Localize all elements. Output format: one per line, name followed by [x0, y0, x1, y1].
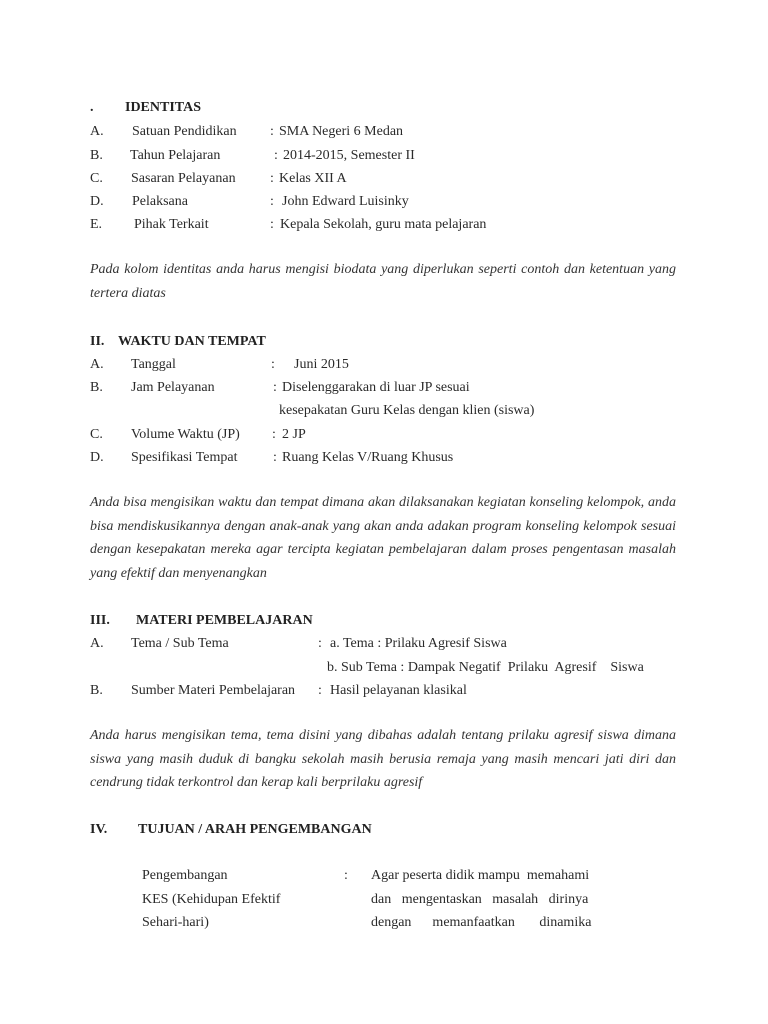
- row-label: KES (Kehidupan Efektif: [142, 892, 281, 907]
- row-colon: :: [272, 427, 276, 442]
- section1-title: IDENTITAS: [125, 100, 201, 115]
- row-colon: :: [318, 636, 322, 651]
- row-colon: :: [273, 380, 277, 395]
- row-label: Spesifikasi Tempat: [131, 450, 238, 465]
- row-letter: B.: [90, 380, 103, 395]
- row-label: Tanggal: [131, 357, 176, 372]
- section3-title: MATERI PEMBELAJARAN: [136, 613, 313, 628]
- row-value: Diselenggarakan di luar JP sesuai: [282, 380, 470, 395]
- row-label: Tahun Pelajaran: [130, 148, 221, 163]
- section3-note: Anda harus mengisikan tema, tema disini yang dibahas adalah tentang prilaku agresif siswa dimana siswa yang masih duduk di bangku sekolah masih berusia remaja yang masih mencari jati diri dan cendrung tidak terkontrol dan kerap kali berprilaku agresif: [90, 728, 676, 790]
- row-colon: :: [344, 868, 348, 883]
- row-value: 2014-2015, Semester II: [283, 148, 415, 163]
- row-value-continued: b. Sub Tema : Dampak Negatif Prilaku Agresif Siswa: [327, 660, 644, 675]
- row-label: Satuan Pendidikan: [132, 124, 237, 139]
- row-letter: B.: [90, 148, 103, 163]
- section1-number: .: [90, 100, 94, 115]
- row-label: Sasaran Pelayanan: [131, 171, 236, 186]
- row-colon: :: [274, 148, 278, 163]
- row-letter: B.: [90, 683, 103, 698]
- row-value-continued: kesepakatan Guru Kelas dengan klien (siswa): [279, 403, 535, 418]
- row-label: Pengembangan: [142, 868, 228, 883]
- row-letter: D.: [90, 450, 104, 465]
- row-value: Juni 2015: [294, 357, 349, 372]
- row-label: Tema / Sub Tema: [131, 636, 229, 651]
- section1-note: Pada kolom identitas anda harus mengisi biodata yang diperlukan seperti contoh dan ketentuan yang tertera diatas: [90, 262, 676, 301]
- row-value: dengan memanfaatkan dinamika: [371, 915, 592, 930]
- row-letter: E.: [90, 217, 103, 232]
- row-label: Sehari-hari): [142, 915, 209, 930]
- row-value: SMA Negeri 6 Medan: [279, 124, 404, 139]
- row-letter: A.: [90, 636, 104, 651]
- section2-title: WAKTU DAN TEMPAT: [118, 334, 266, 349]
- row-label: Pelaksana: [132, 194, 188, 209]
- row-letter: D.: [90, 194, 104, 209]
- row-value: John Edward Luisinky: [282, 194, 409, 209]
- row-value: 2 JP: [282, 427, 306, 442]
- row-letter: C.: [90, 171, 103, 186]
- row-value: Agar peserta didik mampu memahami: [371, 868, 590, 883]
- row-colon: :: [270, 124, 274, 139]
- row-letter: C.: [90, 427, 103, 442]
- row-letter: A.: [90, 357, 104, 372]
- row-colon: :: [273, 450, 277, 465]
- section4-title: TUJUAN / ARAH PENGEMBANGAN: [138, 822, 372, 837]
- row-value: Kelas XII A: [279, 171, 347, 186]
- row-label: Pihak Terkait: [134, 217, 209, 232]
- row-letter: A.: [90, 124, 104, 139]
- row-colon: :: [271, 357, 275, 372]
- row-label: Volume Waktu (JP): [131, 427, 240, 442]
- section2-number: II.: [90, 334, 105, 349]
- row-value: Kepala Sekolah, guru mata pelajaran: [280, 217, 487, 232]
- section2-note: Anda bisa mengisikan waktu dan tempat dimana akan dilaksanakan kegiatan konseling kelompok, anda bisa mendiskusikannya dengan anak-anak yang akan anda adakan program konseling kelompok sesuai dengan kesepakatan mereka agar tercipta kegiatan pembelajaran dalam proses pengentasan masalah yang efektif dan menyenangkan: [90, 495, 676, 581]
- row-colon: :: [270, 171, 274, 186]
- section4-number: IV.: [90, 822, 108, 837]
- row-value: Ruang Kelas V/Ruang Khusus: [282, 450, 454, 465]
- row-colon: :: [318, 683, 322, 698]
- row-value: dan mengentaskan masalah dirinya: [371, 892, 589, 907]
- row-colon: :: [270, 217, 274, 232]
- row-colon: :: [270, 194, 274, 209]
- row-value: a. Tema : Prilaku Agresif Siswa: [330, 636, 507, 651]
- row-value: Hasil pelayanan klasikal: [330, 683, 467, 698]
- row-label: Sumber Materi Pembelajaran: [131, 683, 296, 698]
- section3-number: III.: [90, 613, 110, 628]
- row-label: Jam Pelayanan: [131, 380, 215, 395]
